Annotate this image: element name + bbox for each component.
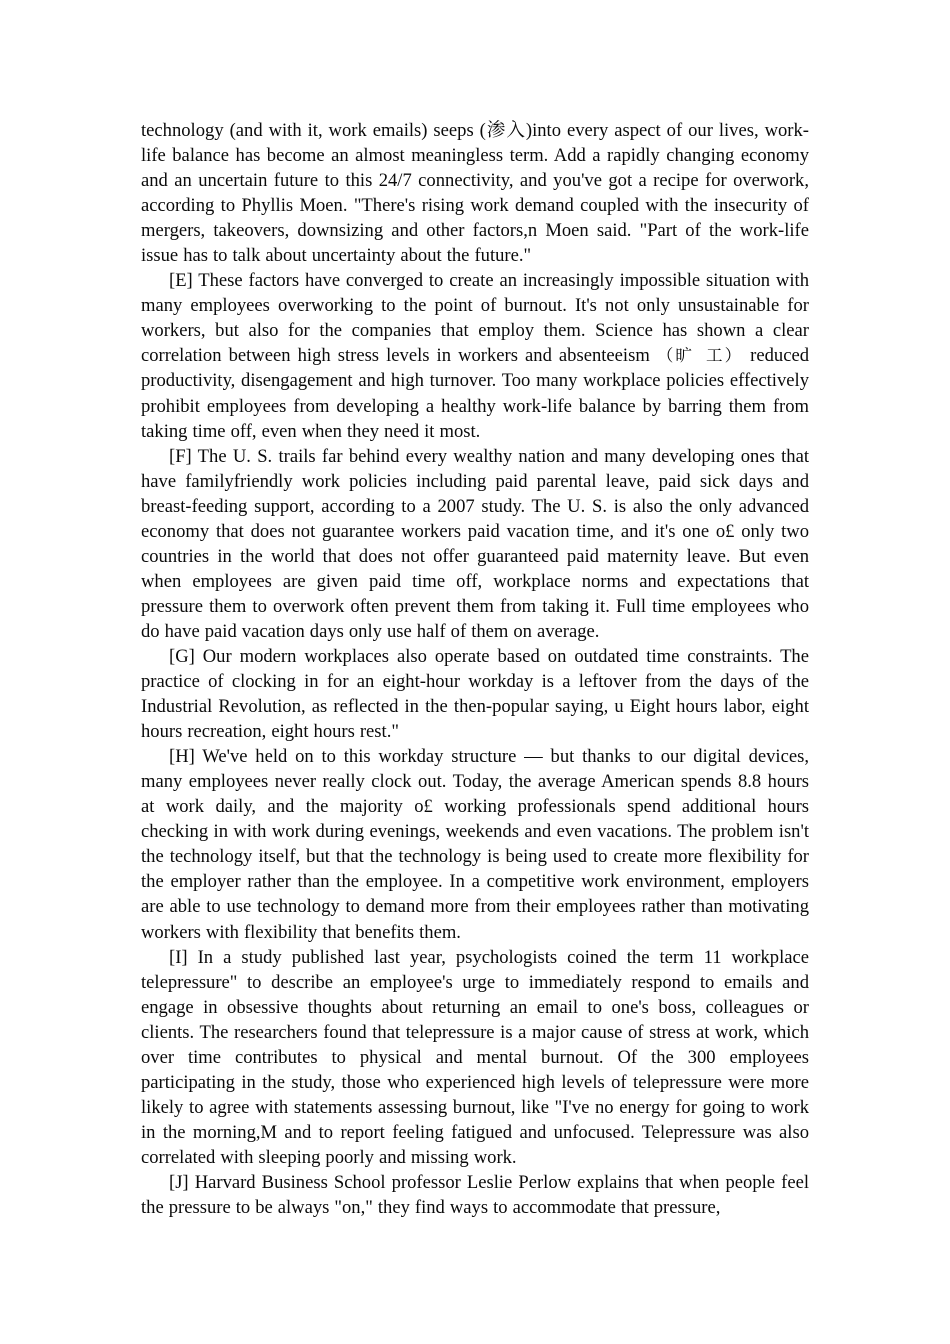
gloss-close-paren: ） <box>724 346 744 366</box>
text-column <box>141 118 809 1220</box>
paragraph-e <box>141 268 809 443</box>
gloss-char-gong: 工 <box>703 346 725 366</box>
paragraph-f: [F] The U. S. trails far behind every wealthy nation and many developing ones that have familyfriendly work policies including paid parental leave, paid sick days and breast-feeding support, according to a 2007 study. The U. S. is also the only advanced economy that does not guarantee workers paid vacation time, and it's one o£ only two countries in the world that does not offer guaranteed paid maternity leave. But even when employees are given paid time off, workplace norms and expectations that pressure them to overwork often prevent them from taking it. Full time employees who do have paid vacation days only use half of them on average. <box>141 445 809 642</box>
gloss-char-kuang: 旷 <box>675 346 694 366</box>
paragraph-j: [J] Harvard Business School professor Leslie Perlow explains that when people feel the pressure to be always "on," they find ways to accommodate that pressure, <box>141 1171 809 1219</box>
paragraph-e-text-before-gloss: [E] These factors have converged to create an increasingly impossible situation with many employees overworking to the point of burnout. It's not only unsustainable for workers, but also for the companies that employ them. Science has shown a clear correlation between high stress levels in workers and absenteeism <box>141 270 809 367</box>
paragraph-continued: technology (and with it, work emails) seeps (渗入)into every aspect of our lives, work-life balance has become an almost meaningless term. Add a rapidly changing economy and an uncertain future to this 24/7 connectivity, and you've got a recipe for overwork, according to Phyllis Moen. "There's rising work demand coupled with the insecurity of mergers, takeovers, downsizing and other factors,n Moen said. "Part of the work-life issue has to talk about uncertainty about the future." <box>141 120 809 267</box>
paragraph-g: [G] Our modern workplaces also operate based on outdated time constraints. The practice of clocking in for an eight-hour workday is a leftover from the days of the Industrial Revolution, as reflected in the then-popular saying, u Eight hours labor, eight hours recreation, eight hours rest." <box>141 645 809 743</box>
gloss-open-paren: （ <box>656 346 676 366</box>
paragraph-h: [H] We've held on to this workday structure — but thanks to our digital devices, many employees never really clock out. Today, the average American spends 8.8 hours at work daily, and the majority o£ working professionals spend additional hours checking in with work during evenings, weekends and even vacations. The problem isn't the technology itself, but that the technology is being used to create more flexibility for the employer rather than the employee. In a competitive work environment, employers are able to use technology to demand more from their employees rather than motivating workers with flexibility that benefits them. <box>141 746 809 943</box>
paragraph-e-text-after-gloss: reduced productivity, disengagement and high turnover. Too many workplace policies effectively prohibit employees from developing a healthy work-life balance by barring them from taking time off, even when they need it most. <box>141 345 810 442</box>
paragraph-i: [I] In a study published last year, psychologists coined the term 11 workplace telepressure" to describe an employee's urge to immediately respond to emails and engage in obsessive thoughts about returning an email to one's boss, colleagues or clients. The researchers found that telepressure is a major cause of stress at work, which over time contributes to physical and mental burnout. Of the 300 employees participating in the study, those who experienced high levels of telepressure were more likely to agree with statements assessing burnout, like "I've no energy for going to work in the morning,M and to report feeling fatigued and unfocused. Telepressure was also correlated with sleeping poorly and missing work. <box>141 946 809 1168</box>
